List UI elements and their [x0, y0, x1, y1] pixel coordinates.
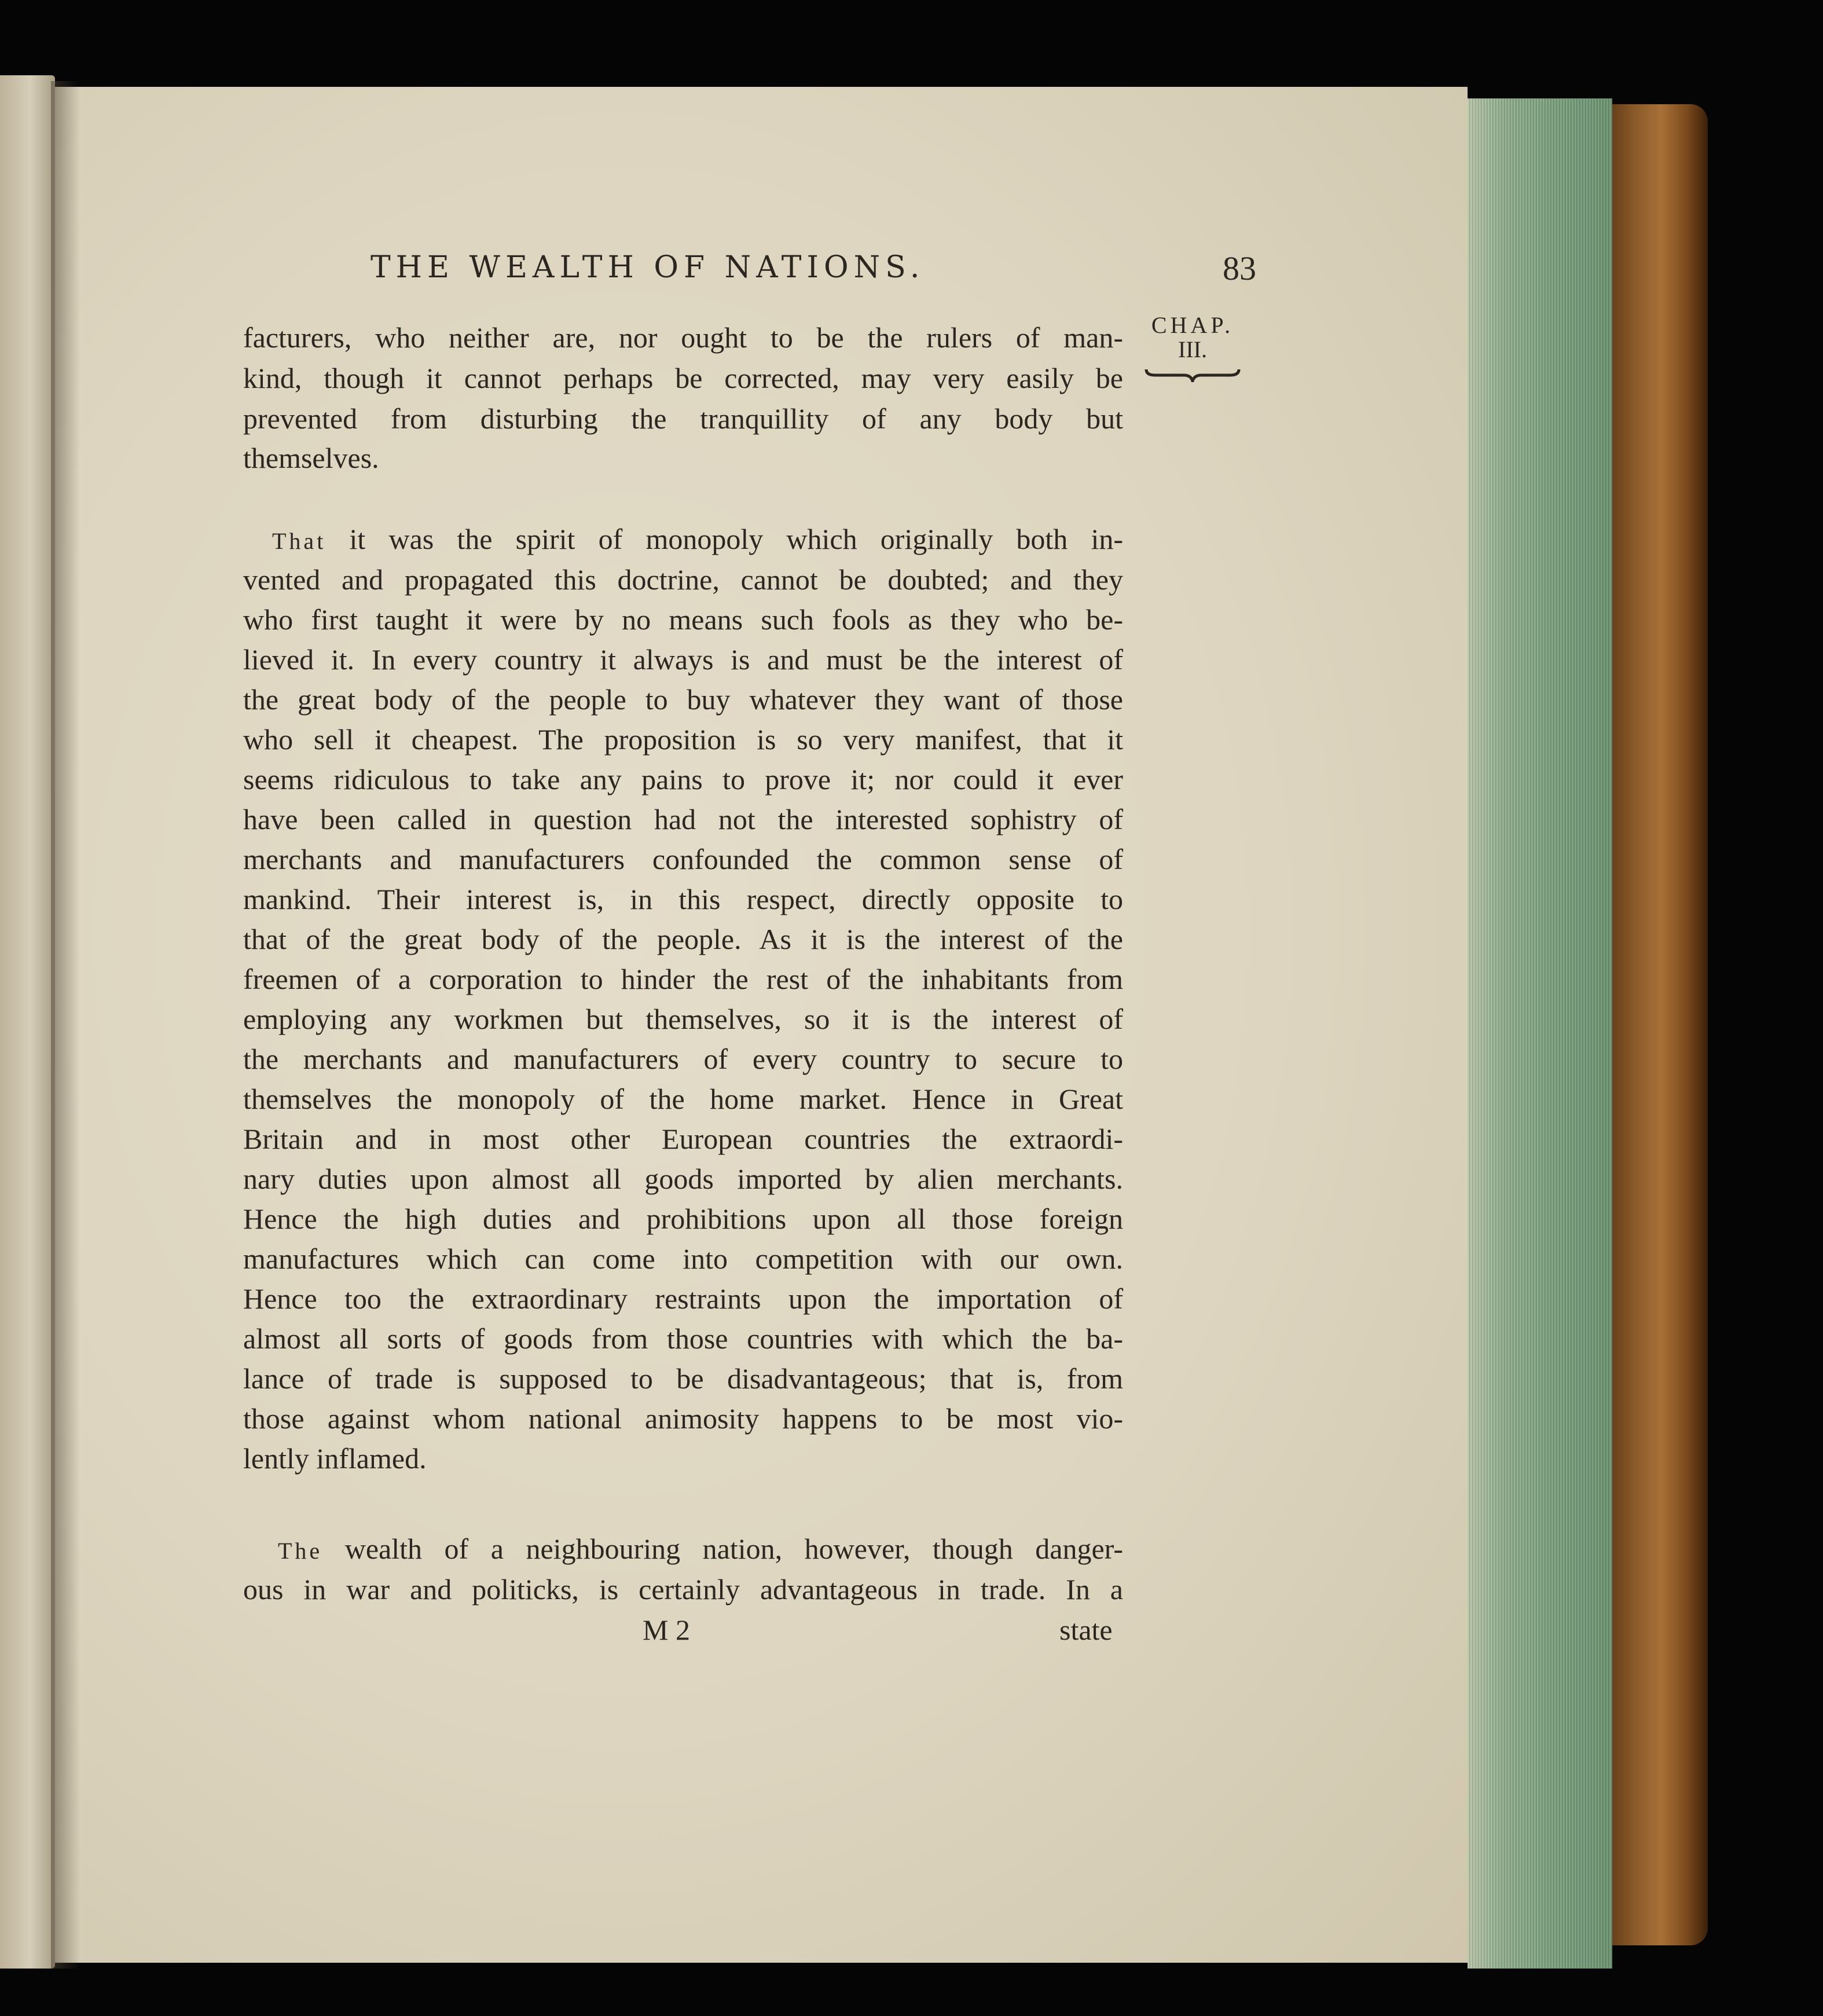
text-line: employing any workmen but themselves, so it is the interest of	[243, 1003, 1123, 1035]
gutter-shadow	[51, 81, 80, 1969]
catchword: state	[1059, 1614, 1113, 1646]
text-line: freemen of a corporation to hinder the rest of the inhabitants from	[243, 963, 1123, 995]
text-line: seems ridiculous to take any pains to prove it; nor could it ever	[243, 763, 1123, 796]
text-line: who first taught it were by no means such fools as they who be-	[243, 603, 1123, 636]
text-line: almost all sorts of goods from those countries with which the ba-	[243, 1322, 1123, 1355]
page-fore-edge	[1468, 98, 1612, 1969]
text-line: lently inflamed.	[243, 1442, 427, 1475]
text-line: prevented from disturbing the tranquillity of any body but	[243, 402, 1123, 435]
signature-mark: M 2	[643, 1614, 690, 1646]
left-page-edge	[0, 75, 55, 1969]
chapter-side-note	[1135, 313, 1250, 382]
running-head: THE WEALTH OF NATIONS.	[371, 250, 925, 285]
text-line: manufactures which can come into competition with our own.	[243, 1242, 1123, 1275]
leather-cover	[1604, 104, 1708, 1945]
text-line: Britain and in most other European countries the extraordi-	[243, 1123, 1123, 1155]
text-line: who sell it cheapest. The proposition is so very manifest, that it	[243, 723, 1123, 756]
text-line	[278, 1529, 1123, 1569]
text-line: have been called in question had not the interested sophistry of	[243, 803, 1123, 835]
text-line: ous in war and politicks, is certainly advantageous in trade. In a	[243, 1573, 1123, 1606]
small-caps-lead: That	[272, 528, 327, 554]
line-text: wealth of a neighbouring nation, however, though danger-	[322, 1533, 1123, 1565]
small-caps-lead: The	[278, 1538, 323, 1564]
text-line: the great body of the people to buy whatever they want of those	[243, 683, 1123, 716]
text-line: mankind. Their interest is, in this respect, directly opposite to	[243, 883, 1123, 915]
text-line: the merchants and manufacturers of every country to secure to	[243, 1043, 1123, 1075]
chapter-number: III.	[1178, 336, 1207, 362]
chapter-label: CHAP.	[1151, 312, 1234, 338]
text-line: facturers, who neither are, nor ought to be the rulers of man-	[243, 321, 1123, 354]
text-line	[272, 519, 1123, 559]
text-line: vented and propagated this doctrine, cannot be doubted; and they	[243, 563, 1123, 596]
text-line: that of the great body of the people. As it is the interest of the	[243, 923, 1123, 955]
text-line: lieved it. In every country it always is and must be the interest of	[243, 643, 1123, 676]
text-line: merchants and manufacturers confounded the common sense of	[243, 843, 1123, 875]
text-line: themselves.	[243, 442, 379, 474]
text-line: those against whom national animosity happens to be most vio-	[243, 1402, 1123, 1435]
text-line: nary duties upon almost all goods imported by alien merchants.	[243, 1163, 1123, 1195]
text-line: kind, though it cannot perhaps be corrected, may very easily be	[243, 362, 1123, 394]
text-line: themselves the monopoly of the home market. Hence in Great	[243, 1083, 1123, 1115]
brace-icon	[1143, 365, 1242, 382]
page-number: 83	[1223, 250, 1256, 287]
text-line: Hence the high duties and prohibitions upon all those foreign	[243, 1203, 1123, 1235]
text-line: Hence too the extraordinary restraints upon the importation of	[243, 1282, 1123, 1315]
line-text: it was the spirit of monopoly which originally both in-	[326, 523, 1123, 555]
text-line: lance of trade is supposed to be disadvantageous; that is, from	[243, 1362, 1123, 1395]
